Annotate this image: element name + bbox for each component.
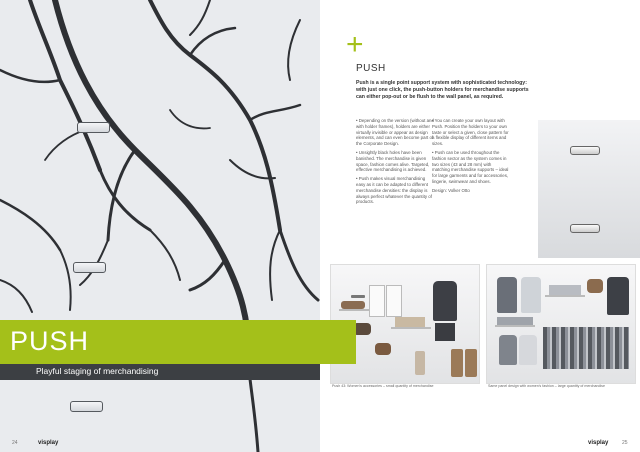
fashion-sketch-board	[386, 285, 402, 317]
hanging-top	[499, 335, 517, 365]
jacket	[433, 281, 457, 321]
hanging-shirt	[497, 277, 517, 313]
fashion-sketch-board	[369, 285, 385, 317]
page-number-left: 24	[12, 440, 18, 446]
folded-items	[549, 285, 581, 295]
bullet-paragraph: • You can create your own layout with Push. Position the holders to your own taste or select a given, close pattern for a flexible display of different items and sizes.	[432, 118, 509, 147]
page-title: PUSH	[10, 326, 90, 356]
shoes	[341, 301, 365, 309]
section-title: PUSH	[356, 63, 386, 74]
subtitle: Playful staging of merchandising	[36, 366, 159, 376]
handbag	[587, 279, 603, 293]
handbag	[375, 343, 391, 355]
text-column-2	[432, 118, 510, 197]
skirt	[435, 323, 455, 341]
display-shelf	[495, 325, 535, 327]
visplay-logo-right: visplay	[588, 440, 609, 446]
bullet-paragraph: • Depending on the version (without and with holder frames), holders are either virtually invisible or appear as design elements, and can even become part of the Corporate Design.	[356, 118, 434, 147]
display-shelf	[391, 327, 431, 329]
bullet-paragraph: • Push can be used throughout the fashion sector as the system comes in two sizes (43 and 28 mm) with matching merchandise supports – ideal for large garments and for accessories, lingerie, swimwear and shoes.	[432, 149, 509, 184]
subtitle-strip	[0, 364, 320, 380]
boots	[451, 349, 463, 377]
fashion-display-photo	[486, 264, 636, 384]
photo-caption-2: Same panel design with women's fashion – large quantity of merchandise	[488, 384, 605, 388]
right-page	[320, 0, 640, 452]
intro-text: Push is a single point support system with sophisticated technology: with just one click, the push-button holders for merchandise supports can either pop-out or be flush to the wall panel, as required.	[356, 80, 529, 100]
display-shelf	[339, 309, 369, 311]
visplay-logo-left: visplay	[38, 440, 59, 446]
push-holder-slot	[70, 401, 103, 412]
hanging-top	[519, 335, 537, 365]
photo-caption-1: Push 43: Women's accessories – small quantity of merchandise	[332, 384, 434, 388]
trouser-rail	[543, 327, 629, 369]
boots	[415, 351, 425, 375]
designer-credit: Design: Volker Otto	[432, 187, 470, 193]
hanging-jacket	[521, 277, 541, 313]
hanging-jacket	[607, 277, 629, 315]
folded-items	[395, 317, 425, 327]
folded-items	[497, 317, 533, 325]
boots	[465, 349, 477, 377]
title-band	[0, 320, 356, 364]
wall-holder	[351, 295, 365, 298]
page-number-right: 25	[622, 440, 628, 446]
push-holder-popout	[570, 146, 600, 155]
bullet-paragraph: • Unsightly black holes have been banished. The merchandise is given space, fashion comes alive. Targeted, effective merchandising is achieved.	[356, 149, 430, 173]
plus-icon: +	[346, 28, 364, 61]
push-holder-closeup-photo	[538, 120, 640, 258]
push-holder-flush	[570, 224, 600, 233]
display-shelf	[545, 295, 585, 297]
push-holder-slot	[73, 262, 106, 273]
bullet-paragraph: • Push makes visual merchandising easy as it can be adapted to different merchandise densities: the display is always perfect whatever the quantity of products.	[356, 176, 432, 205]
text-column-1	[356, 118, 434, 208]
push-holder-slot	[77, 122, 110, 133]
